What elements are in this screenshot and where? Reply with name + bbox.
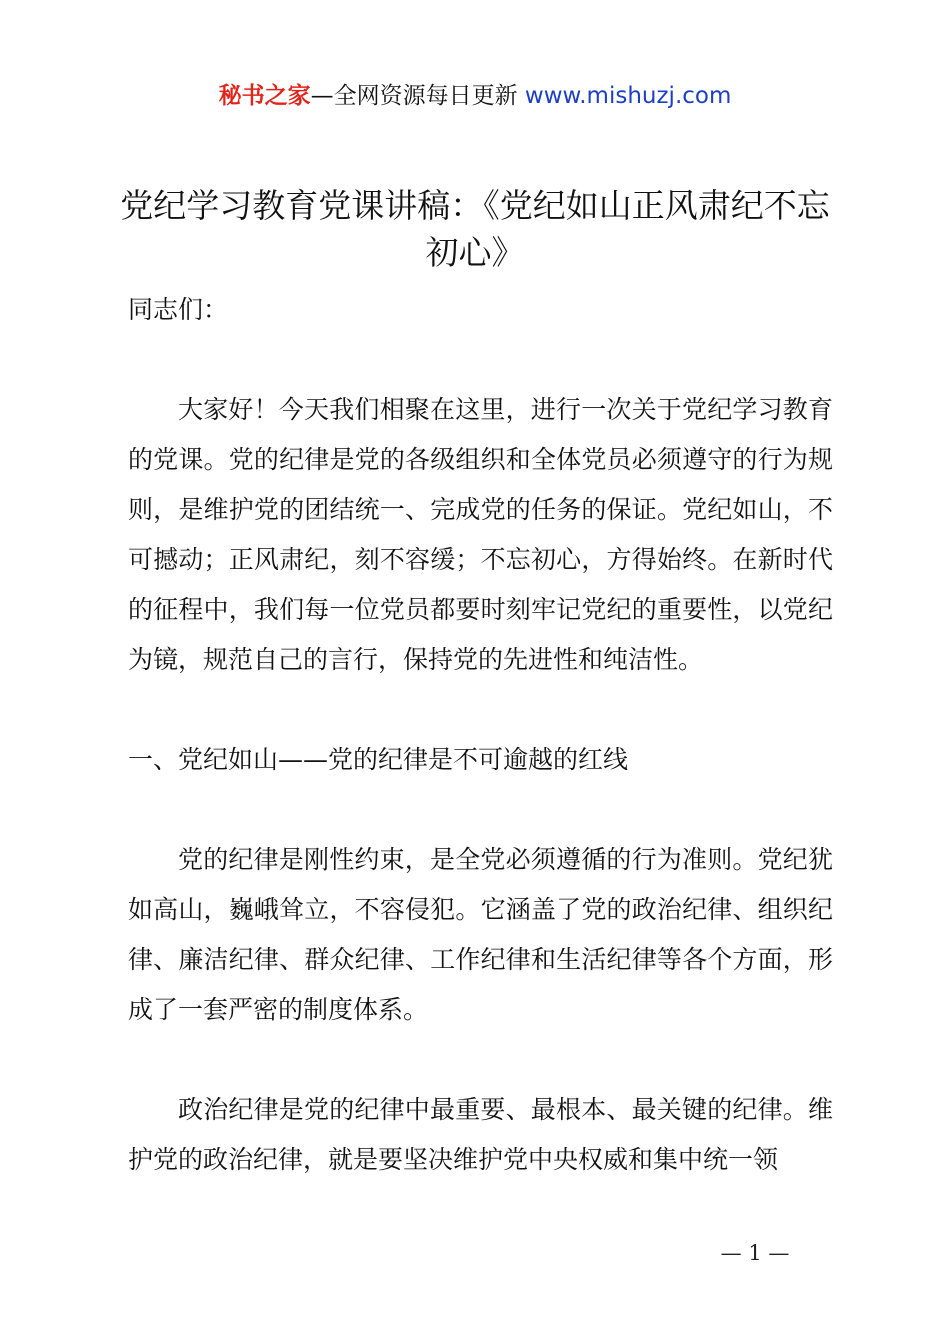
page-number: — 1 — (720, 1241, 790, 1265)
body-paragraph: 政治纪律是党的纪律中最重要、最根本、最关键的纪律。维护党的政治纪律，就是要坚决维护党中央权威和集中统一领 (128, 1095, 833, 1174)
greeting: 同志们： (128, 295, 229, 324)
document-body (128, 285, 833, 1235)
section-heading: 一、党纪如山——党的纪律是不可逾越的红线 (128, 745, 629, 774)
body-paragraph: 党的纪律是刚性约束，是全党必须遵循的行为准则。党纪犹如高山，巍峨耸立，不容侵犯。它涵盖了党的政治纪律、组织纪律、廉洁纪律、群众纪律、工作纪律和生活纪律等各个方面，形成了一套严密的制度体系。 (128, 845, 833, 1024)
site-url: www.mishuzj.com (524, 83, 732, 109)
intro-paragraph: 大家好！今天我们相聚在这里，进行一次关于党纪学习教育的党课。党的纪律是党的各级组织和全体党员必须遵守的行为规则，是维护党的团结统一、完成党的任务的保证。党纪如山，不可撼动；正风肃纪，刻不容缓；不忘初心，方得始终。在新时代的征程中，我们每一位党员都要时刻牢记党纪的重要性，以党纪为镜，规范自己的言行，保持党的先进性和纯洁性。 (128, 395, 833, 674)
document-title: 党纪学习教育党课讲稿：《党纪如山正风肃纪不忘初心》 (120, 186, 830, 272)
header-tagline: —全网资源每日更新 (310, 83, 525, 109)
brand-name: 秘书之家 (218, 83, 311, 109)
site-header (0, 80, 950, 112)
